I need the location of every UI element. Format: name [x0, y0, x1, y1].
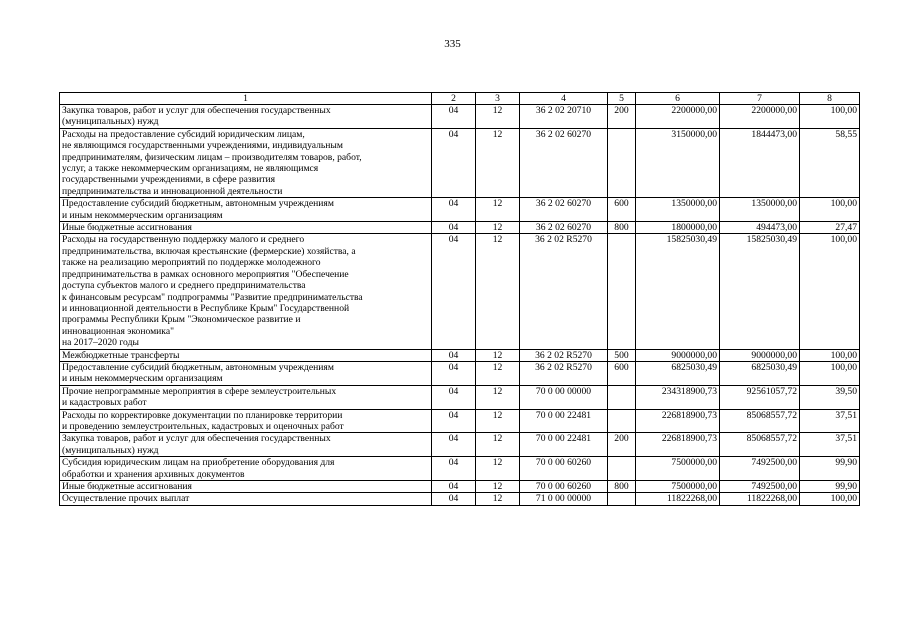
executed-amount: 7492500,00 [720, 457, 800, 481]
expense-name: Иные бюджетные ассигнования [60, 222, 432, 234]
expense-name: Предоставление субсидий бюджетным, автономным учреждениям и иным некоммерческим организациям [60, 361, 432, 385]
column-header-2: 2 [432, 93, 476, 105]
executed-amount: 1844473,00 [720, 128, 800, 197]
column-header-3: 3 [476, 93, 520, 105]
target-article-code: 71 0 00 00000 [520, 493, 608, 505]
table-row [60, 409, 860, 433]
planned-amount: 1800000,00 [636, 222, 720, 234]
section-code: 04 [432, 128, 476, 197]
expense-name: Закупка товаров, работ и услуг для обеспечения государственных (муниципальных) нужд [60, 105, 432, 129]
budget-table [59, 92, 860, 506]
column-header-4: 4 [520, 93, 608, 105]
expense-type-code [608, 457, 636, 481]
column-header-7: 7 [720, 93, 800, 105]
planned-amount: 2200000,00 [636, 105, 720, 129]
section-code: 04 [432, 433, 476, 457]
table-row [60, 385, 860, 409]
target-article-code: 36 2 02 R5270 [520, 361, 608, 385]
planned-amount: 9000000,00 [636, 349, 720, 361]
execution-percent: 100,00 [800, 493, 860, 505]
expense-name: Прочие непрограммные мероприятия в сфере землеустроительных и кадастровых работ [60, 385, 432, 409]
subsection-code: 12 [476, 433, 520, 457]
subsection-code: 12 [476, 234, 520, 349]
subsection-code: 12 [476, 361, 520, 385]
table-row [60, 349, 860, 361]
section-code: 04 [432, 409, 476, 433]
executed-amount: 9000000,00 [720, 349, 800, 361]
planned-amount: 7500000,00 [636, 481, 720, 493]
column-header-5: 5 [608, 93, 636, 105]
target-article-code: 70 0 00 22481 [520, 433, 608, 457]
target-article-code: 36 2 02 60270 [520, 198, 608, 222]
planned-amount: 7500000,00 [636, 457, 720, 481]
table-row [60, 234, 860, 349]
executed-amount: 85068557,72 [720, 433, 800, 457]
planned-amount: 3150000,00 [636, 128, 720, 197]
subsection-code: 12 [476, 349, 520, 361]
executed-amount: 92561057,72 [720, 385, 800, 409]
planned-amount: 15825030,49 [636, 234, 720, 349]
column-header-1: 1 [60, 93, 432, 105]
subsection-code: 12 [476, 457, 520, 481]
subsection-code: 12 [476, 105, 520, 129]
expense-type-code [608, 385, 636, 409]
subsection-code: 12 [476, 385, 520, 409]
expense-type-code: 600 [608, 361, 636, 385]
subsection-code: 12 [476, 493, 520, 505]
target-article-code: 70 0 00 00000 [520, 385, 608, 409]
expense-type-code: 200 [608, 433, 636, 457]
executed-amount: 494473,00 [720, 222, 800, 234]
expense-name: Закупка товаров, работ и услуг для обеспечения государственных (муниципальных) нужд [60, 433, 432, 457]
execution-percent: 37,51 [800, 409, 860, 433]
executed-amount: 1350000,00 [720, 198, 800, 222]
expense-name: Иные бюджетные ассигнования [60, 481, 432, 493]
expense-type-code [608, 128, 636, 197]
table-row [60, 128, 860, 197]
execution-percent: 37,51 [800, 433, 860, 457]
expense-type-code [608, 409, 636, 433]
expense-type-code: 500 [608, 349, 636, 361]
subsection-code: 12 [476, 128, 520, 197]
expense-name: Предоставление субсидий бюджетным, автономным учреждениям и иным некоммерческим организациям [60, 198, 432, 222]
table-row [60, 457, 860, 481]
section-code: 04 [432, 457, 476, 481]
target-article-code: 70 0 00 60260 [520, 457, 608, 481]
expense-type-code: 600 [608, 198, 636, 222]
page-number: 335 [444, 38, 461, 50]
expense-type-code [608, 493, 636, 505]
section-code: 04 [432, 222, 476, 234]
table-row [60, 433, 860, 457]
expense-type-code: 200 [608, 105, 636, 129]
column-header-6: 6 [636, 93, 720, 105]
table-row [60, 222, 860, 234]
target-article-code: 36 2 02 60270 [520, 222, 608, 234]
execution-percent: 99,90 [800, 457, 860, 481]
execution-percent: 100,00 [800, 105, 860, 129]
executed-amount: 6825030,49 [720, 361, 800, 385]
table-row [60, 198, 860, 222]
executed-amount: 2200000,00 [720, 105, 800, 129]
executed-amount: 15825030,49 [720, 234, 800, 349]
section-code: 04 [432, 234, 476, 349]
target-article-code: 36 2 02 R5270 [520, 349, 608, 361]
target-article-code: 36 2 02 20710 [520, 105, 608, 129]
expense-type-code: 800 [608, 481, 636, 493]
section-code: 04 [432, 361, 476, 385]
executed-amount: 85068557,72 [720, 409, 800, 433]
execution-percent: 100,00 [800, 361, 860, 385]
target-article-code: 36 2 02 R5270 [520, 234, 608, 349]
subsection-code: 12 [476, 409, 520, 433]
table-row [60, 361, 860, 385]
expense-name: Расходы на государственную поддержку малого и среднего предпринимательства, включая крестьянские (фермерские) хозяйства, а также на реализацию мероприятий по поддержке молодежного предпринимательства в рамках основного мероприятия "Обеспечение доступа субъектов малого и среднего предпринимательства к финансовым ресурсам" подпрограммы "Развитие предпринимательства и инновационной деятельности в Республике Крым" Государственной программы Республики Крым "Экономическое развитие и инновационная экономика" на 2017–2020 годы [60, 234, 432, 349]
subsection-code: 12 [476, 481, 520, 493]
expense-name: Межбюджетные трансферты [60, 349, 432, 361]
table-row [60, 493, 860, 505]
planned-amount: 1350000,00 [636, 198, 720, 222]
section-code: 04 [432, 349, 476, 361]
planned-amount: 11822268,00 [636, 493, 720, 505]
execution-percent: 99,90 [800, 481, 860, 493]
execution-percent: 39,50 [800, 385, 860, 409]
section-code: 04 [432, 481, 476, 493]
expense-name: Расходы по корректировке документации по планировке территории и проведению землеустроительных, кадастровых и оценочных работ [60, 409, 432, 433]
executed-amount: 11822268,00 [720, 493, 800, 505]
table-row [60, 105, 860, 129]
execution-percent: 100,00 [800, 349, 860, 361]
execution-percent: 27,47 [800, 222, 860, 234]
target-article-code: 70 0 00 60260 [520, 481, 608, 493]
subsection-code: 12 [476, 222, 520, 234]
table-row [60, 481, 860, 493]
expense-type-code [608, 234, 636, 349]
execution-percent: 58,55 [800, 128, 860, 197]
section-code: 04 [432, 385, 476, 409]
target-article-code: 70 0 00 22481 [520, 409, 608, 433]
planned-amount: 226818900,73 [636, 433, 720, 457]
expense-name: Субсидия юридическим лицам на приобретение оборудования для обработки и хранения архивных документов [60, 457, 432, 481]
executed-amount: 7492500,00 [720, 481, 800, 493]
subsection-code: 12 [476, 198, 520, 222]
expense-name: Расходы на предоставление субсидий юридическим лицам, не являющимся государственными учреждениями, индивидуальным предпринимателям, физическим лицам – производителям товаров, работ, услуг, а также некоммерческим организациям, не являющимся государственными учреждениями, в сфере развития предпринимательства и инновационной деятельности [60, 128, 432, 197]
execution-percent: 100,00 [800, 198, 860, 222]
expense-name: Осуществление прочих выплат [60, 493, 432, 505]
expense-type-code: 800 [608, 222, 636, 234]
section-code: 04 [432, 105, 476, 129]
section-code: 04 [432, 198, 476, 222]
column-header-8: 8 [800, 93, 860, 105]
planned-amount: 6825030,49 [636, 361, 720, 385]
planned-amount: 226818900,73 [636, 409, 720, 433]
execution-percent: 100,00 [800, 234, 860, 349]
section-code: 04 [432, 493, 476, 505]
column-number-row [60, 93, 860, 105]
table-body [60, 105, 860, 506]
planned-amount: 234318900,73 [636, 385, 720, 409]
target-article-code: 36 2 02 60270 [520, 128, 608, 197]
